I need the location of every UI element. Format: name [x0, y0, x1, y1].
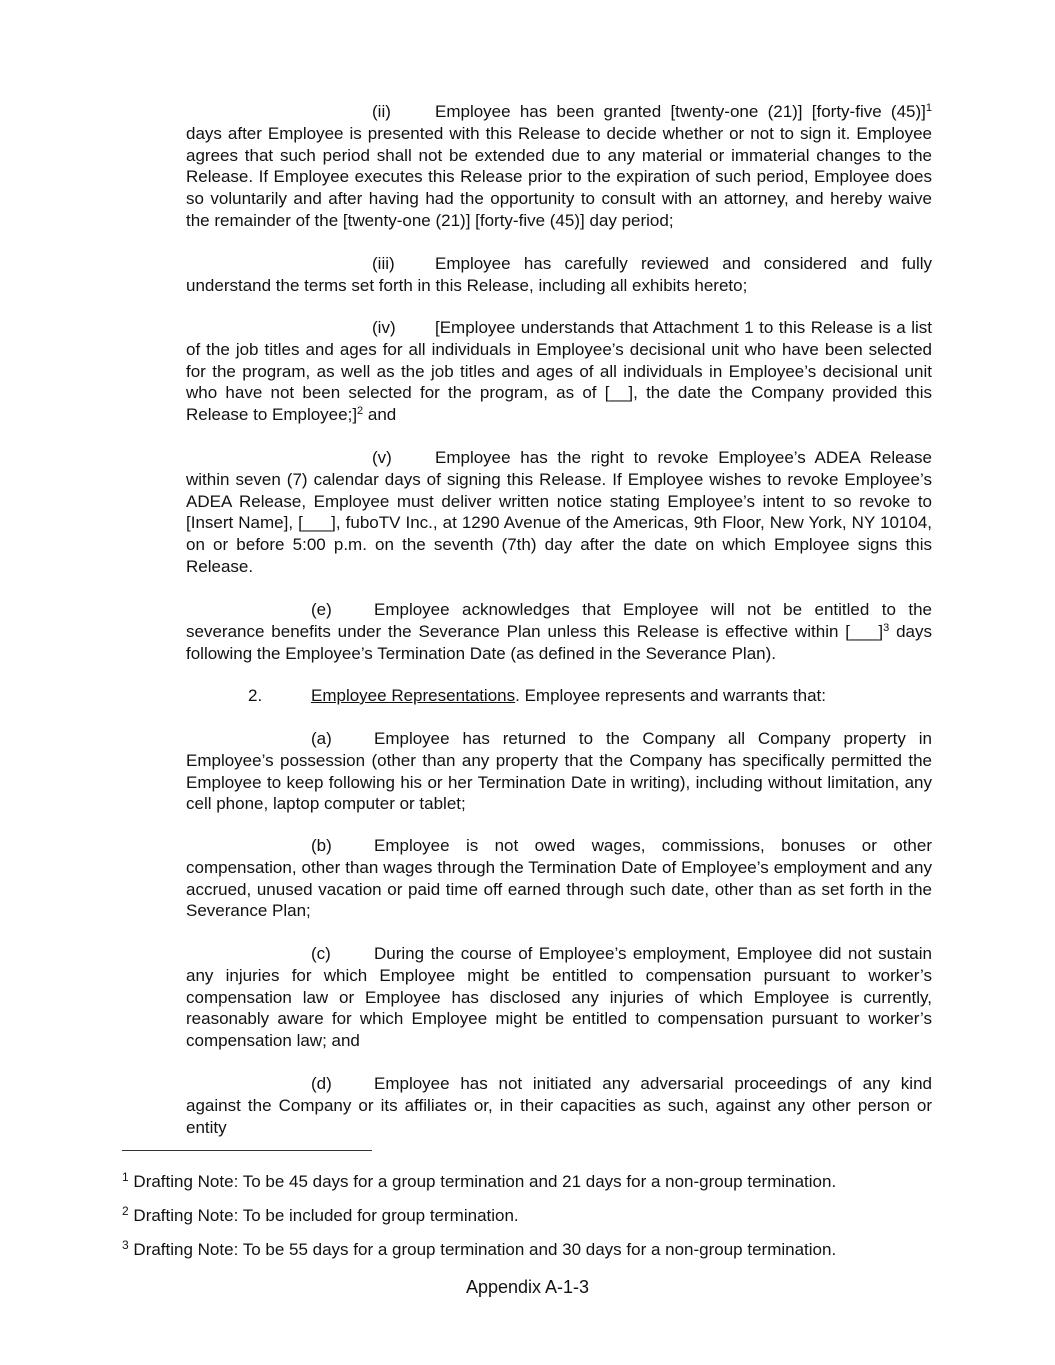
paragraph-text: and — [363, 405, 397, 425]
paragraph-label: (iv) — [372, 318, 396, 337]
paragraph-label: (v) — [372, 448, 392, 467]
paragraph-label: (c) — [311, 944, 331, 963]
footnote-3 — [122, 1240, 982, 1260]
paragraph-iv — [186, 317, 932, 426]
section-title: Employee Representations — [311, 686, 516, 705]
paragraph-label: (b) — [311, 836, 332, 855]
paragraph-ii — [186, 101, 932, 232]
footnote-text: Drafting Note: To be 55 days for a group termination and 30 days for a non-group termination. — [128, 1240, 837, 1259]
paragraph-text: Employee has been granted [twenty-one (21)] [forty-five (45)] — [435, 102, 926, 121]
section-2-heading — [248, 685, 826, 707]
footnote-number: 1 — [122, 1170, 129, 1184]
paragraph-b — [186, 835, 932, 922]
paragraph-label: (a) — [311, 729, 332, 748]
footnote-text: Drafting Note: To be included for group termination. — [128, 1206, 519, 1225]
footnote-divider — [122, 1150, 372, 1151]
footnote-text: Drafting Note: To be 45 days for a group termination and 21 days for a non-group termination. — [128, 1172, 837, 1191]
paragraph-label: (ii) — [372, 102, 391, 121]
paragraph-v — [186, 447, 932, 578]
section-text: . Employee represents and warrants that: — [515, 686, 827, 705]
paragraph-text: Employee has not initiated any adversarial proceedings of any kind against the Company or its affiliates or, in their capacities as such, against any other person or entity — [186, 1074, 932, 1137]
footnote-ref[interactable]: 1 — [925, 102, 932, 114]
paragraph-d — [186, 1073, 932, 1138]
paragraph-iii — [186, 253, 932, 297]
paragraph-label: (e) — [311, 600, 332, 619]
page-footer: Appendix A-1-3 — [465, 1277, 590, 1297]
paragraph-text: Employee has returned to the Company all Company property in Employee’s possession (other than any property that the Company has specifically permitted the Employee to keep following his or her Termination Date in writing), including without limitation, any cell phone, laptop computer or tablet; — [186, 729, 932, 814]
paragraph-text: Employee has carefully reviewed and considered and fully understand the terms set forth in this Release, including all exhibits hereto; — [186, 254, 932, 295]
paragraph-text: days after Employee is presented with this Release to decide whether or not to sign it. Employee agrees that such period shall not be extended due to any material or immaterial changes to the Release. If Employee executes this Release prior to the expiration of such period, Employee does so voluntarily and after having had the opportunity to consult with an attorney, and hereby waive the remainder of the [twenty-one (21)] [forty-five (45)] day period; — [186, 123, 932, 230]
footnote-ref[interactable]: 3 — [883, 621, 890, 634]
paragraph-text: days following the Employee’s Termination Date (as defined in the Severance Plan). — [186, 621, 932, 663]
paragraph-c — [186, 943, 932, 1052]
paragraph-text: [Employee understands that Attachment 1 to this Release is a list of the job titles and ages for all individuals in Employee’s decisional unit who have been selected for the program, as well as the job titles and ages of all individuals in Employee’s decisional unit who have not been selected for the program, as of [__], the date the Company provided this Release to Employee;] — [186, 318, 932, 425]
footnote-number: 2 — [122, 1204, 129, 1218]
paragraph-text: Employee has the right to revoke Employee’s ADEA Release within seven (7) calendar days of signing this Release. If Employee wishes to revoke Employee’s ADEA Release, Employee must deliver written notice stating Employee’s intent to so revoke to [Insert Name], [___], fuboTV Inc., at 1290 Avenue of the Americas, 9th Floor, New York, NY 10104, on or before 5:00 p.m. on the seventh (7th) day after the date on which Employee signs this Release. — [186, 448, 932, 576]
paragraph-label: (iii) — [372, 254, 395, 273]
paragraph-e — [186, 599, 932, 664]
section-number: 2. — [248, 686, 263, 705]
footnote-2 — [122, 1206, 982, 1226]
paragraph-a — [186, 728, 932, 815]
paragraph-text: Employee acknowledges that Employee will not be entitled to the severance benefits under the Severance Plan unless this Release is effective within [___] — [186, 600, 932, 641]
paragraph-text: Employee is not owed wages, commissions, bonuses or other compensation, other than wages through the Termination Date of Employee’s employment and any accrued, unused vacation or paid time off earned through such date, other than as set forth in the Severance Plan; — [186, 836, 932, 921]
paragraph-text: During the course of Employee’s employment, Employee did not sustain any injuries for which Employee might be entitled to compensation pursuant to worker’s compensation law or Employee has disclosed any injuries of which Employee is currently, reasonably aware for which Employee might be entitled to compensation pursuant to worker’s compensation law; and — [186, 944, 932, 1051]
footnote-1 — [122, 1172, 982, 1192]
paragraph-label: (d) — [311, 1074, 332, 1093]
footnote-ref[interactable]: 2 — [357, 405, 364, 418]
footnote-number: 3 — [122, 1238, 129, 1252]
